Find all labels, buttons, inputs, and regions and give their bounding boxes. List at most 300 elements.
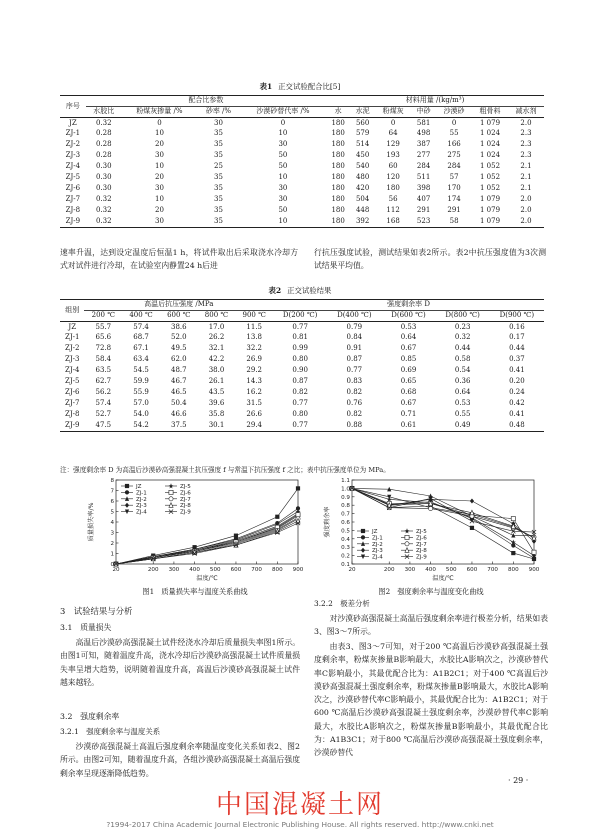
x-tick-label: 900 [292, 567, 304, 573]
table1-cell: 579 [355, 129, 370, 138]
table2-cell: 26.6 [246, 410, 263, 419]
table2-cell: 54.5 [133, 366, 149, 375]
y-tick-label: 0.5 [341, 528, 350, 535]
table1-cell: 168 [375, 217, 411, 228]
table1-cell: 30 [154, 184, 164, 193]
data-point-JZ [511, 551, 515, 555]
table1-cell: ZJ-9 [60, 217, 86, 228]
table2-cell: ZJ-3 [64, 355, 80, 364]
x-tick-label: 200 [383, 567, 395, 573]
table1-cell: 1 079 [480, 195, 501, 204]
table1-cell: 20 [154, 206, 164, 215]
table2-cell: 17.0 [208, 322, 225, 331]
table2-row [60, 377, 544, 388]
table2-cell: 0.41 [509, 410, 525, 419]
table2-cell: 0.65 [400, 377, 417, 386]
figure2-chart [322, 476, 540, 584]
table1-cell: 392 [350, 217, 375, 228]
table1-title: 正交试验配合比[5] [278, 82, 341, 91]
table2-subheader: D(600 ℃) [381, 311, 435, 322]
table2-cell: 0.53 [454, 399, 471, 408]
table2-row [60, 333, 544, 344]
y-tick-label: 4 [110, 520, 114, 526]
x-tick-label: 20 [112, 567, 120, 573]
legend-label: ZJ-9 [180, 509, 191, 516]
table2-subheader: 600 ℃ [160, 311, 198, 322]
table1 [60, 95, 544, 228]
table1-cell: 0 [157, 118, 162, 127]
table1-cell: ZJ-3 [65, 151, 81, 160]
table1-cell: ZJ-7 [65, 195, 81, 204]
table2-cell: 39.6 [208, 399, 225, 408]
table1-cell: 1 052 [480, 162, 501, 171]
table1-cell: 35 [213, 140, 223, 149]
table1-subheader: 砂率 /% [197, 107, 240, 118]
table1-cell: 448 [355, 206, 370, 215]
table1-cell: 120 [386, 173, 400, 182]
table1-subheader: 水 [326, 107, 350, 118]
table2-cell: 0.64 [454, 388, 471, 397]
table1-subheader: 粗骨料 [472, 107, 508, 118]
table1-cell: 0.32 [86, 217, 122, 228]
table1-cell: 64 [388, 129, 398, 138]
section3-1-text: 高温后沙漠砂高强混凝土试件经浇水冷却后质量损失率图1所示。由图1可知，随着温度升高，浇水冷却后沙漠砂高强混凝土试件质量损失率呈增大趋势，说明随着温度升高，高温后沙漠砂高强混凝土试件越来越轻。 [60, 638, 300, 687]
table2-cell: JZ [68, 322, 77, 331]
y-tick-label: 0.3 [341, 545, 350, 552]
table1-cell: 0 [390, 118, 396, 127]
table2-note: 注：强度剩余率 D 为高温后沙漠砂高强混凝土抗压强度 f 与常温下抗压强度 f 之比；表中抗压强度单位为 MPa。 [60, 466, 390, 474]
table2-cell: 62.0 [170, 355, 187, 364]
table2-cell: 46.5 [170, 388, 187, 397]
table2-cell: 0.76 [346, 399, 363, 408]
intro-left-text: 速率升温，达到设定温度后恒温1 h，将试件取出后采取浇水冷却方式对试件进行冷却，在试验室内静置24 h后进 [60, 248, 298, 271]
table1-cell: 35 [213, 184, 223, 193]
table1-cell: 170 [447, 184, 461, 193]
x-tick-label: 600 [466, 567, 478, 573]
table2-cell: 0.68 [400, 388, 417, 397]
table1-cell: 0.32 [95, 206, 112, 215]
legend-marker [169, 490, 173, 494]
table1-cell: 560 [355, 118, 370, 127]
table2-cell: 42.2 [208, 355, 225, 364]
table1-row [60, 173, 544, 184]
series-line-ZJ-3 [116, 516, 298, 564]
table1-subheader: 沙漠砂替代率 /% [240, 107, 326, 118]
table2-cell: ZJ-6 [64, 388, 80, 397]
y-tick-label: 3 [110, 530, 114, 537]
table1-cell: 10 [278, 173, 288, 182]
table2-cell: 52.0 [170, 333, 187, 342]
table2-cell: 52.7 [95, 410, 112, 419]
table1-cell: 2.3 [520, 129, 532, 138]
table1-cell: 291 [416, 206, 431, 215]
series-line-ZJ-1 [116, 508, 298, 564]
table2-row [60, 366, 544, 377]
table2-subheader: 800 ℃ [198, 311, 236, 322]
section3-2-2-heading: 3.2.2 极差分析 [314, 599, 370, 608]
y-axis-label: 强度剩余率 [324, 506, 331, 538]
legend-label: ZJ-6 [180, 490, 191, 497]
table1-cell: JZ [69, 118, 77, 127]
table2-cell: 0.77 [292, 322, 308, 331]
table2-cell: 29.2 [246, 366, 263, 375]
chart-legend [121, 483, 191, 515]
table1-header-materials: 材料用量 /(kg/m³) [326, 96, 544, 107]
section3-2-1-text: 沙漠砂高强混凝土高温后强度剩余率随温度变化关系如表2、图2所示。由图2可知，随着温度升高，各组沙漠砂高强混凝土高温后强度剩余率呈现逐渐降低趋势。 [60, 742, 300, 778]
table2-cell: 0.81 [292, 333, 308, 342]
table2-subheader: D(200 ℃) [273, 311, 327, 322]
table2-cell: 0.77 [273, 421, 327, 432]
table2-subheader: 200 ℃ [84, 311, 122, 322]
table2-cell: 0.23 [454, 322, 471, 331]
table1-cell: 1 052 [480, 184, 501, 193]
table2-cell: ZJ-2 [64, 344, 80, 353]
table1-row [60, 162, 544, 173]
table1-cell: 20 [154, 140, 164, 149]
legend-marker [125, 484, 129, 488]
table1-cell: 30 [213, 118, 223, 127]
figure1-chart [86, 476, 304, 584]
x-axis-label: 温度/℃ [196, 575, 218, 582]
table1-cell: 450 [355, 151, 370, 160]
series-line-ZJ-2 [352, 488, 534, 535]
y-tick-label: 1 [110, 551, 114, 558]
table2-cell: ZJ-4 [64, 366, 80, 375]
x-tick-label: 500 [445, 567, 457, 573]
series-line-ZJ-5 [116, 509, 298, 565]
table1-cell: 2.0 [508, 217, 544, 228]
table2-cell: 0.84 [346, 333, 363, 342]
footer-brand: 中国混凝土网 [215, 790, 384, 820]
legend-marker [125, 490, 129, 494]
table2-cell: 56.2 [95, 388, 112, 397]
table2-cell: ZJ-7 [64, 399, 80, 408]
table2-cell: 55.9 [133, 388, 149, 397]
table1-cell: 35 [197, 217, 240, 228]
table1-cell: 398 [416, 184, 431, 193]
table1-row [60, 217, 544, 228]
table2-cell: 55.7 [95, 322, 112, 331]
table2-row [60, 322, 544, 333]
table1-cell: 180 [331, 184, 345, 193]
table1-cell: 30 [154, 151, 164, 160]
table2-cell: 0.53 [400, 322, 417, 331]
table1-cell: 50 [278, 206, 288, 215]
table2-cell: 0.32 [454, 333, 471, 342]
table2-header-residual: 强度剩余率 D [273, 300, 544, 311]
table1-cell: 10 [240, 217, 326, 228]
x-tick-label: 900 [528, 567, 540, 573]
legend-label: ZJ-2 [136, 496, 147, 503]
x-axis-label: 温度/℃ [432, 575, 454, 582]
table2-cell: 0.67 [400, 344, 417, 353]
table1-cell: 284 [447, 162, 461, 171]
table1-cell: 129 [386, 140, 400, 149]
table1-cell: 0.28 [95, 140, 112, 149]
y-tick-label: 2 [110, 541, 114, 547]
figure2-caption: 图2 强度剩余率与温度变化曲线 [378, 587, 484, 596]
table2-cell: 0.80 [292, 355, 308, 364]
legend-marker [169, 497, 173, 501]
legend-label: ZJ-1 [372, 535, 383, 542]
table1-cell: 0.32 [95, 118, 112, 127]
legend-marker [125, 503, 129, 508]
table1-cell: 180 [331, 140, 345, 149]
table2-cell: 31.5 [246, 399, 263, 408]
table2-cell: 63.5 [95, 366, 112, 375]
table1-row [60, 151, 544, 162]
table1-cell: 35 [213, 195, 223, 204]
table2-cell: 0.17 [509, 333, 525, 342]
table1-cell: 0.30 [95, 184, 112, 193]
table2-cell: 29.4 [235, 421, 273, 432]
table2-cell: 46.6 [170, 410, 187, 419]
table1-caption [0, 82, 600, 92]
table2-cell: 32.1 [208, 344, 225, 353]
table1-cell: 284 [416, 162, 431, 171]
table2-cell: 26.1 [208, 377, 225, 386]
table2-row [60, 355, 544, 366]
table2-cell: 35.8 [208, 410, 225, 419]
y-tick-label: 0.7 [341, 511, 350, 518]
legend-label: ZJ-5 [416, 529, 427, 535]
table1-cell: 30 [278, 195, 288, 204]
table2-cell: 32.2 [246, 344, 263, 353]
table1-row [60, 140, 544, 151]
section3-2-heading: 3.2 强度剩余率 [60, 712, 120, 721]
table1-cell: 480 [355, 173, 370, 182]
table1-cell: 1 079 [472, 217, 508, 228]
table1-row [60, 184, 544, 195]
x-tick-label: 800 [507, 567, 519, 573]
legend-marker [361, 535, 365, 539]
table2-cell: 0.69 [400, 366, 417, 375]
table1-cell: 30 [278, 140, 288, 149]
table2-subheader: D(900 ℃) [490, 311, 544, 322]
table1-cell: 10 [278, 129, 288, 138]
table2-row [60, 344, 544, 355]
table1-cell: 50 [278, 151, 288, 160]
table2-cell: 0.61 [381, 421, 435, 432]
table2-row [60, 388, 544, 399]
table2-cell: 0.99 [292, 344, 308, 353]
table1-cell: 35 [213, 206, 223, 215]
table2-cell: 0.55 [454, 410, 471, 419]
table1-cell: 50 [278, 162, 288, 171]
section3-2-1-heading: 3.2.1 强度剩余率与温度关系 [60, 727, 161, 736]
table1-cell: 581 [416, 118, 431, 127]
table1-subheader: 粉煤灰掺量 /% [122, 107, 197, 118]
table2-cell: ZJ-5 [64, 377, 80, 386]
legend-marker [405, 535, 409, 539]
table2-cell: 14.3 [246, 377, 263, 386]
table2-cell: 59.9 [133, 377, 149, 386]
page-number: · 29 · [508, 776, 529, 785]
table2-cell: 0.82 [346, 410, 363, 419]
table2-cell: 48.7 [170, 366, 187, 375]
table2-cell: 0.36 [454, 377, 471, 386]
table1-cell: 57 [449, 173, 459, 182]
x-tick-label: 400 [425, 567, 436, 573]
x-tick-label: 600 [230, 567, 242, 573]
table2-cell: 50.4 [170, 399, 187, 408]
table1-cell: 55 [449, 129, 459, 138]
table1-row [60, 129, 544, 140]
table2-cell: 0.82 [346, 388, 363, 397]
series-line-ZJ-2 [116, 514, 298, 564]
legend-label: ZJ-4 [136, 509, 147, 516]
table2-cell: 0.49 [436, 421, 490, 432]
table1-cell: 35 [213, 173, 223, 182]
x-tick-label: 200 [147, 567, 159, 573]
data-point-JZ [296, 486, 300, 490]
series-line-ZJ-9 [352, 488, 534, 532]
table2-cell: ZJ-1 [64, 333, 80, 342]
series-line-ZJ-6 [116, 515, 298, 564]
table1-cell: ZJ-1 [65, 129, 81, 138]
table1-cell: 180 [326, 217, 350, 228]
table2-subheader: D(800 ℃) [436, 311, 490, 322]
legend-label: ZJ-3 [372, 548, 383, 555]
table1-row [60, 206, 544, 217]
x-tick-label: 300 [404, 567, 416, 573]
legend-marker [405, 528, 410, 533]
table1-cell: 504 [355, 195, 370, 204]
table2-cell: 0.48 [490, 421, 544, 432]
x-tick-label: 500 [209, 567, 221, 573]
y-tick-label: 7 [110, 488, 114, 495]
table2-cell: 57.0 [133, 399, 149, 408]
table2-cell: 46.7 [170, 377, 187, 386]
legend-marker [361, 529, 365, 533]
y-tick-label: 5 [110, 509, 114, 516]
table1-cell: 498 [416, 129, 431, 138]
chart-legend [357, 528, 427, 560]
table1-cell: 180 [331, 118, 345, 127]
y-tick-label: 8 [110, 478, 114, 484]
table2-cell: ZJ-8 [64, 410, 80, 419]
table1-cell: 291 [447, 206, 461, 215]
table2 [60, 299, 544, 432]
table2-header-strength: 高温后抗压强度 /MPa [84, 300, 273, 311]
table1-cell: 1 052 [480, 173, 501, 182]
x-tick-label: 700 [487, 567, 498, 573]
table2-subheader: D(400 ℃) [327, 311, 381, 322]
table2-cell: 62.7 [95, 377, 112, 386]
data-point-ZJ-7 [428, 506, 432, 510]
table1-cell: 180 [331, 206, 345, 215]
table1-cell: 2.1 [520, 173, 532, 182]
table1-cell: 2.0 [520, 195, 532, 204]
data-point-JZ [275, 515, 279, 519]
y-tick-label: 0.4 [341, 536, 350, 543]
table1-cell: 30 [122, 217, 197, 228]
table2-cell: 37.5 [160, 421, 198, 432]
table1-cell: 180 [331, 173, 345, 182]
table1-subheader: 中砂 [411, 107, 436, 118]
table2-cell: 43.5 [208, 388, 225, 397]
table2-cell: 0.71 [400, 410, 417, 419]
y-tick-label: 0.9 [341, 494, 350, 501]
legend-label: JZ [136, 484, 142, 490]
x-tick-label: 300 [168, 567, 180, 573]
legend-label: ZJ-6 [416, 535, 427, 542]
legend-label: ZJ-9 [416, 554, 427, 561]
table1-cell: 2.3 [520, 140, 532, 149]
table1-cell: 25 [213, 162, 223, 171]
table1-cell: 35 [213, 151, 223, 160]
table2-cell: 0.90 [292, 366, 308, 375]
table2-cell: 57.4 [95, 399, 112, 408]
table1-cell: 0.30 [95, 162, 112, 171]
table1-cell: 2.0 [520, 118, 532, 127]
legend-label: ZJ-3 [136, 503, 147, 510]
table2-cell: 0.79 [346, 322, 363, 331]
table1-cell: 193 [386, 151, 400, 160]
table1-cell: 112 [386, 206, 400, 215]
table2-cell: 11.5 [246, 322, 263, 331]
table1-header-no: 序号 [60, 96, 86, 118]
table2-cell: 0.41 [509, 366, 525, 375]
table1-cell: 514 [355, 140, 370, 149]
y-tick-label: 0.1 [341, 562, 350, 568]
table1-cell: 1 079 [480, 118, 501, 127]
table1-cell: 1 024 [480, 129, 501, 138]
table2-cell: 0.67 [400, 399, 417, 408]
table1-cell: 420 [355, 184, 370, 193]
data-point-ZJ-3 [470, 499, 474, 504]
y-axis-label: 质量损失率/% [88, 502, 95, 542]
table2-cell: 0.87 [292, 377, 308, 386]
table2-cell: 0.16 [509, 322, 525, 331]
table1-cell: 2.0 [520, 206, 532, 215]
figure1-caption: 图1 质量损失率与温度关系曲线 [142, 587, 248, 596]
table1-subheader: 粉煤灰 [375, 107, 411, 118]
table1-cell: 10 [154, 129, 164, 138]
y-tick-label: 1.0 [341, 486, 350, 493]
legend-label: ZJ-7 [180, 496, 191, 503]
data-point-ZJ-6 [532, 550, 536, 554]
x-tick-label: 400 [189, 567, 200, 573]
table2-cell: 0.87 [346, 355, 363, 364]
x-tick-label: 700 [251, 567, 262, 573]
table1-cell: 0.30 [95, 173, 112, 182]
table1-header-params: 配合比参数 [86, 96, 326, 107]
table1-cell: 0 [451, 118, 457, 127]
table1-row [60, 195, 544, 206]
legend-label: JZ [372, 529, 378, 535]
table1-cell: 1 079 [480, 206, 501, 215]
table1-cell: 0 [280, 118, 286, 127]
table1-cell: 2.1 [520, 162, 532, 171]
table1-cell: 0.32 [95, 195, 112, 204]
table2-cell: 0.64 [400, 333, 417, 342]
table2-cell: 0.85 [400, 355, 417, 364]
table2-subheader: 900 ℃ [235, 311, 273, 322]
table1-cell: 1 024 [480, 140, 501, 149]
table2-cell: 26.9 [246, 355, 263, 364]
table1-cell: 10 [154, 162, 164, 171]
table1-cell: 2.1 [520, 184, 532, 193]
table2-cell: 0.91 [346, 344, 363, 353]
section3-1-heading: 3.1 质量损失 [60, 623, 112, 632]
y-tick-label: 0.6 [341, 520, 350, 526]
legend-label: ZJ-7 [416, 541, 427, 548]
series-line-ZJ-4 [352, 488, 534, 538]
table1-cell: 60 [388, 162, 398, 171]
legend-marker [405, 542, 409, 546]
table1-cell: 275 [447, 151, 461, 160]
